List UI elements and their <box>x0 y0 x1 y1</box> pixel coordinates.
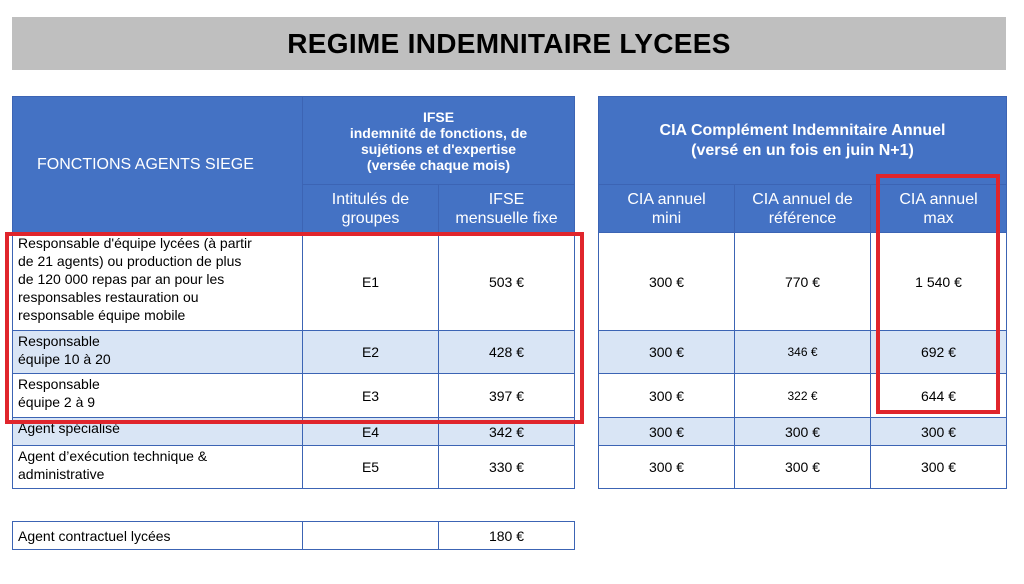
table-row <box>13 374 575 418</box>
cia-ref-cell: 322 € <box>735 374 871 418</box>
group-cell <box>303 522 439 550</box>
ifse-cell: 397 € <box>439 374 575 418</box>
ifse-cell: 330 € <box>439 446 575 489</box>
cia-header: CIA Complément Indemnitaire Annuel (versé en un fois en juin N+1) <box>599 97 1007 185</box>
cia-mini-cell: 300 € <box>599 233 735 331</box>
cia-mini-cell: 300 € <box>599 446 735 489</box>
col-header-ifse: IFSE mensuelle fixe <box>439 185 575 233</box>
cia-ref-cell: 346 € <box>735 331 871 374</box>
group-cell: E5 <box>303 446 439 489</box>
ifse-cell: 503 € <box>439 233 575 331</box>
table-row <box>13 233 575 331</box>
cia-max-cell: 692 € <box>871 331 1007 374</box>
table-row <box>599 418 1007 446</box>
cia-ref-cell: 300 € <box>735 418 871 446</box>
ifse-cell: 342 € <box>439 418 575 446</box>
ifse-cell: 180 € <box>439 522 575 550</box>
cia-max-cell: 644 € <box>871 374 1007 418</box>
function-label: Responsable équipe 2 à 9 <box>13 374 303 418</box>
table-row <box>13 446 575 489</box>
group-cell: E3 <box>303 374 439 418</box>
group-cell: E2 <box>303 331 439 374</box>
functions-header: FONCTIONS AGENTS SIEGE <box>13 97 303 233</box>
col-header-cia-ref: CIA annuel de référence <box>735 185 871 233</box>
cia-max-cell: 300 € <box>871 418 1007 446</box>
function-label: Responsable d'équipe lycées (à partir de 21 agents) ou production de plus de 120 000 repas par an pour les responsables restauration ou responsable équipe mobile <box>13 233 303 331</box>
group-cell: E4 <box>303 418 439 446</box>
col-header-cia-mini: CIA annuel mini <box>599 185 735 233</box>
cia-table <box>598 96 1007 489</box>
ifse-cell: 428 € <box>439 331 575 374</box>
ifse-header: IFSE indemnité de fonctions, de sujétions et d'expertise (versée chaque mois) <box>303 97 575 185</box>
cia-ref-cell: 300 € <box>735 446 871 489</box>
function-label: Responsable équipe 10 à 20 <box>13 331 303 374</box>
page-title-bar <box>12 17 1006 70</box>
table-row <box>599 233 1007 331</box>
table-row <box>599 374 1007 418</box>
cia-max-cell: 300 € <box>871 446 1007 489</box>
table-row <box>13 331 575 374</box>
cia-max-cell: 1 540 € <box>871 233 1007 331</box>
col-header-cia-max: CIA annuel max <box>871 185 1007 233</box>
function-label: Agent d’exécution technique & administrative <box>13 446 303 489</box>
ifse-table <box>12 96 575 489</box>
table-row <box>13 522 575 550</box>
cia-mini-cell: 300 € <box>599 374 735 418</box>
col-header-groups: Intitulés de groupes <box>303 185 439 233</box>
page-title: REGIME INDEMNITAIRE LYCEES <box>287 27 731 59</box>
cia-mini-cell: 300 € <box>599 418 735 446</box>
table-row <box>13 418 575 446</box>
cia-mini-cell: 300 € <box>599 331 735 374</box>
table-row <box>599 331 1007 374</box>
contract-table <box>12 521 575 550</box>
table-row <box>599 446 1007 489</box>
function-label: Agent contractuel lycées <box>13 522 303 550</box>
group-cell: E1 <box>303 233 439 331</box>
function-label: Agent spécialisé <box>13 418 303 446</box>
cia-ref-cell: 770 € <box>735 233 871 331</box>
